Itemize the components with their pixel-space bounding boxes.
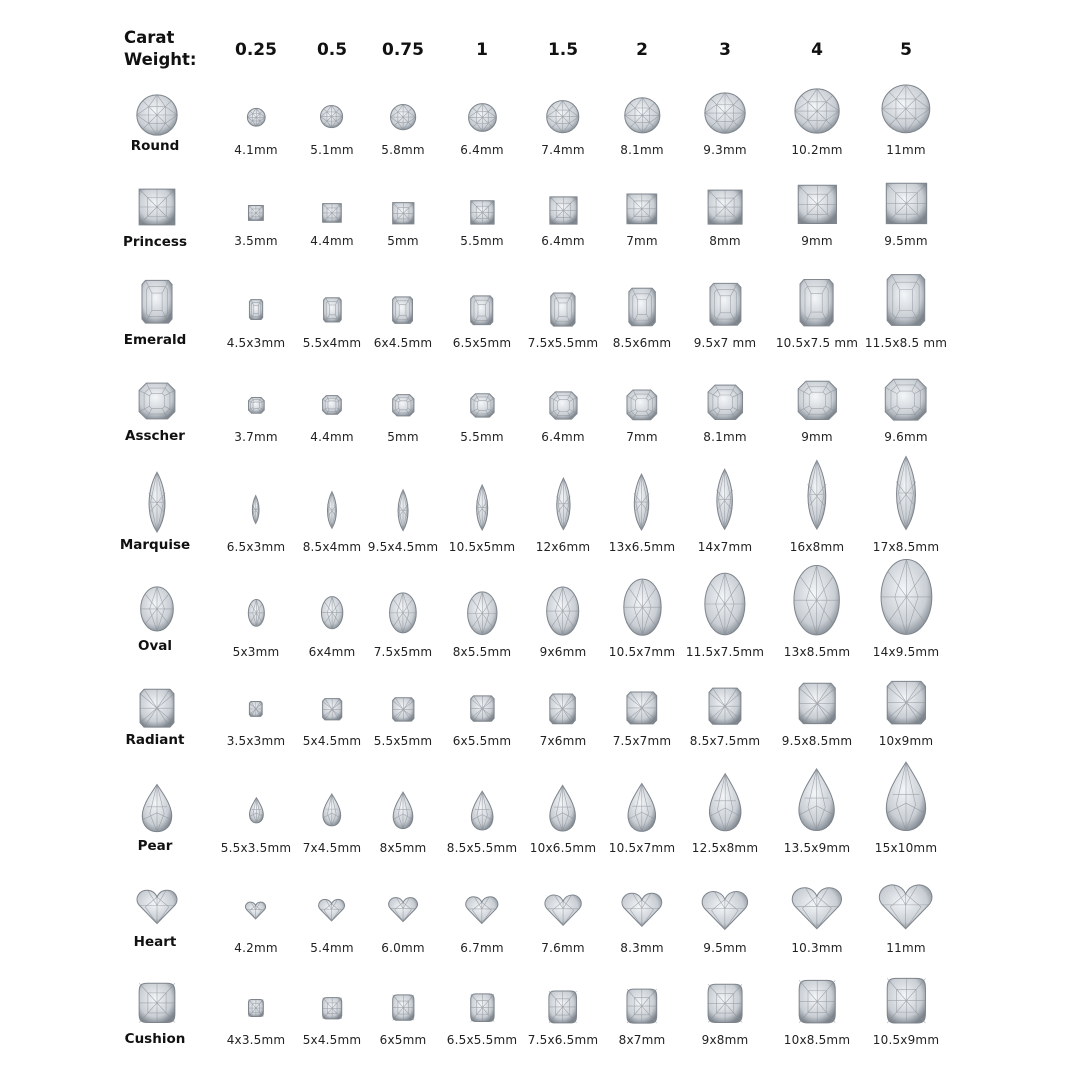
size-label: 6.5x3mm [226,540,286,554]
size-label: 11.5x7.5mm [685,645,765,659]
size-label: 6.7mm [460,941,504,955]
size-label: 8x7mm [618,1033,666,1047]
size-label: 11mm [886,143,926,157]
size-label: 5.5x5mm [373,734,433,748]
pear-gem-mark [321,793,343,827]
carat-header: 3 [719,40,731,60]
size-label: 5.8mm [381,143,425,157]
size-label: 9mm [801,234,833,248]
heart-gem-mark [878,882,933,932]
size-label: 13x6.5mm [608,540,676,554]
size-label: 7.5x5.5mm [527,336,599,350]
size-label: 5.5mm [460,234,504,248]
oval-gem-mark [389,592,417,634]
size-label: 10x6.5mm [529,841,597,855]
princess-gem-mark [549,196,578,225]
carat-header: 4 [811,40,823,60]
size-label: 5.5x4mm [302,336,362,350]
size-label: 14x7mm [697,540,753,554]
size-label: 10.3mm [791,941,843,955]
carat-header: 5 [900,40,912,60]
heart-diamond-icon [136,888,178,926]
radiant-gem-mark [886,680,927,725]
pear-gem-mark [391,791,415,829]
marquise-gem-mark [393,489,413,531]
heart-gem-mark [318,898,345,922]
size-label: 5x3mm [232,645,280,659]
size-label: 9.5x8.5mm [781,734,853,748]
radiant-gem-mark [322,698,342,721]
size-label: 3.5mm [234,234,278,248]
asscher-gem-mark [707,384,744,421]
size-label: 6x4.5mm [373,336,433,350]
size-label: 6.5x5.5mm [446,1033,518,1047]
size-label: 4.2mm [234,941,278,955]
radiant-gem-mark [392,697,415,722]
cushion-diamond-icon [138,982,176,1024]
size-label: 10.5x7mm [608,645,676,659]
size-label: 9.5x4.5mm [367,540,439,554]
size-label: 6.4mm [460,143,504,157]
pear-gem-mark [882,760,930,832]
shape-label-heart: Heart [133,934,177,950]
size-label: 6x5mm [379,1033,427,1047]
oval-gem-mark [248,599,265,627]
cushion-gem-mark [470,993,495,1022]
princess-gem-mark [626,193,658,225]
shape-label-emerald: Emerald [123,332,187,348]
shape-label-oval: Oval [137,638,173,654]
emerald-gem-mark [886,273,926,327]
size-label: 9x6mm [539,645,587,659]
radiant-gem-mark [470,695,495,722]
size-label: 7mm [626,234,658,248]
size-label: 7.5x7mm [612,734,672,748]
carat-header: 1.5 [547,40,579,60]
asscher-gem-mark [797,380,838,421]
size-label: 5x4.5mm [302,1033,362,1047]
shape-label-marquise: Marquise [119,537,191,553]
size-label: 8.1mm [620,143,664,157]
oval-gem-mark [321,596,343,629]
asscher-gem-mark [392,394,415,417]
size-label: 7.4mm [541,143,585,157]
size-label: 6.4mm [541,430,585,444]
oval-diamond-icon [140,586,174,632]
cushion-gem-mark [886,977,927,1024]
oval-gem-mark [623,578,662,636]
size-label: 5.5mm [460,430,504,444]
size-label: 5.4mm [310,941,354,955]
size-label: 10x8.5mm [783,1033,851,1047]
size-label: 7x6mm [539,734,587,748]
emerald-gem-mark [550,292,576,327]
size-label: 4.5x3mm [226,336,286,350]
carat-header: 2 [636,40,648,60]
size-label: 10.5x5mm [448,540,516,554]
size-label: 5x4.5mm [302,734,362,748]
size-label: 5mm [387,430,419,444]
round-gem-mark [794,88,840,134]
size-label: 9.5mm [703,941,747,955]
pear-diamond-icon [139,783,175,833]
round-gem-mark [624,97,661,134]
size-label: 10.5x7mm [608,841,676,855]
marquise-gem-mark [323,491,341,529]
emerald-gem-mark [249,299,263,320]
princess-diamond-icon [138,188,176,226]
round-gem-mark [468,103,497,132]
carat-header: 0.5 [316,40,348,60]
cushion-gem-mark [798,979,836,1024]
size-label: 7x4.5mm [302,841,362,855]
round-diamond-icon [136,94,178,136]
princess-gem-mark [392,202,415,225]
size-label: 11.5x8.5 mm [864,336,948,350]
radiant-gem-mark [249,701,263,717]
asscher-gem-mark [322,395,342,415]
princess-gem-mark [707,189,743,225]
size-label: 8.5x5.5mm [446,841,518,855]
asscher-gem-mark [626,389,658,421]
radiant-diamond-icon [139,688,175,728]
size-label: 6x4mm [308,645,356,659]
emerald-gem-mark [799,278,834,327]
heart-gem-mark [621,891,663,929]
shape-label-princess: Princess [122,234,188,250]
cushion-gem-mark [707,983,743,1024]
size-label: 6.0mm [381,941,425,955]
marquise-gem-mark [471,484,493,531]
oval-gem-mark [467,591,498,636]
pear-gem-mark [469,790,495,831]
size-label: 4x3.5mm [226,1033,286,1047]
radiant-gem-mark [549,693,576,725]
size-label: 3.7mm [234,430,278,444]
size-label: 6x5.5mm [452,734,512,748]
asscher-diamond-icon [138,382,176,420]
pear-gem-mark [706,772,744,832]
asscher-gem-mark [470,393,495,418]
carat-header: 0.75 [382,40,424,60]
marquise-gem-mark [709,468,740,531]
emerald-gem-mark [323,297,342,323]
marquise-diamond-icon [141,471,173,533]
carat-header: 1 [476,40,488,60]
cushion-gem-mark [548,990,577,1024]
size-label: 5mm [387,234,419,248]
size-label: 4.4mm [310,234,354,248]
size-label: 7.6mm [541,941,585,955]
size-label: 8.3mm [620,941,664,955]
size-label: 7.5x5mm [373,645,433,659]
marquise-gem-mark [249,495,262,524]
princess-gem-mark [797,184,838,225]
princess-gem-mark [470,200,495,225]
round-gem-mark [546,100,579,133]
size-label: 9mm [801,430,833,444]
size-label: 13.5x9mm [783,841,851,855]
oval-gem-mark [546,586,579,636]
heart-gem-mark [544,893,582,927]
heart-gem-mark [465,895,499,925]
round-gem-mark [320,105,343,128]
size-label: 7mm [626,430,658,444]
princess-gem-mark [248,205,264,221]
size-label: 8x5mm [379,841,427,855]
size-label: 9.6mm [884,430,928,444]
oval-gem-mark [793,564,840,636]
emerald-gem-mark [628,287,656,327]
marquise-gem-mark [550,477,577,531]
size-label: 16x8mm [789,540,845,554]
emerald-gem-mark [392,296,413,324]
size-label: 8.5x7.5mm [689,734,761,748]
round-gem-mark [247,108,266,127]
cushion-gem-mark [392,994,415,1021]
size-label: 5.5x3.5mm [220,841,292,855]
size-label: 7.5x6.5mm [527,1033,599,1047]
size-label: 10.5x9mm [872,1033,940,1047]
size-label: 6.5x5mm [452,336,512,350]
shape-label-asscher: Asscher [125,428,185,444]
size-label: 8.1mm [703,430,747,444]
emerald-gem-mark [709,282,742,327]
heart-gem-mark [388,896,418,923]
round-gem-mark [704,92,746,134]
radiant-gem-mark [626,691,658,725]
size-label: 8mm [709,234,741,248]
radiant-gem-mark [708,687,742,725]
cushion-gem-mark [322,997,342,1020]
size-label: 5.1mm [310,143,354,157]
pear-gem-mark [795,767,838,832]
size-label: 6.4mm [541,234,585,248]
size-label: 4.4mm [310,430,354,444]
size-label: 8.5x4mm [302,540,362,554]
shape-label-radiant: Radiant [125,732,185,748]
size-label: 3.5x3mm [226,734,286,748]
size-label: 10x9mm [878,734,934,748]
round-gem-mark [881,84,931,134]
pear-gem-mark [248,797,265,823]
size-label: 9.5mm [884,234,928,248]
radiant-gem-mark [798,682,836,725]
heart-gem-mark [245,901,266,920]
pear-gem-mark [625,782,659,832]
shape-label-pear: Pear [137,838,173,854]
asscher-gem-mark [884,378,927,421]
round-gem-mark [390,104,416,130]
heart-gem-mark [701,889,749,932]
size-label: 14x9.5mm [872,645,940,659]
cushion-gem-mark [248,999,264,1017]
size-label: 10.2mm [791,143,843,157]
size-label: 10.5x7.5 mm [775,336,859,350]
size-label: 11mm [886,941,926,955]
shape-label-cushion: Cushion [124,1031,186,1047]
size-label: 9.5x7 mm [693,336,757,350]
size-label: 15x10mm [874,841,938,855]
size-label: 12.5x8mm [691,841,759,855]
size-label: 4.1mm [234,143,278,157]
marquise-gem-mark [627,473,656,531]
oval-gem-mark [880,558,933,636]
carat-weight-label: Carat Weight: [124,28,197,69]
asscher-gem-mark [248,397,265,414]
size-label: 9.3mm [703,143,747,157]
emerald-diamond-icon [141,279,173,324]
size-label: 8.5x6mm [612,336,672,350]
marquise-gem-mark [887,455,925,531]
size-label: 8x5.5mm [452,645,512,659]
princess-gem-mark [322,203,342,223]
emerald-gem-mark [470,295,493,326]
size-label: 17x8.5mm [872,540,940,554]
princess-gem-mark [885,182,928,225]
marquise-gem-mark [799,459,835,531]
carat-header: 0.25 [235,40,277,60]
pear-gem-mark [547,784,578,832]
asscher-gem-mark [549,391,578,420]
oval-gem-mark [704,572,746,636]
heart-gem-mark [791,885,843,932]
cushion-gem-mark [626,988,658,1024]
size-label: 13x8.5mm [783,645,851,659]
size-label: 9x8mm [701,1033,749,1047]
size-label: 12x6mm [535,540,591,554]
shape-label-round: Round [130,138,180,154]
